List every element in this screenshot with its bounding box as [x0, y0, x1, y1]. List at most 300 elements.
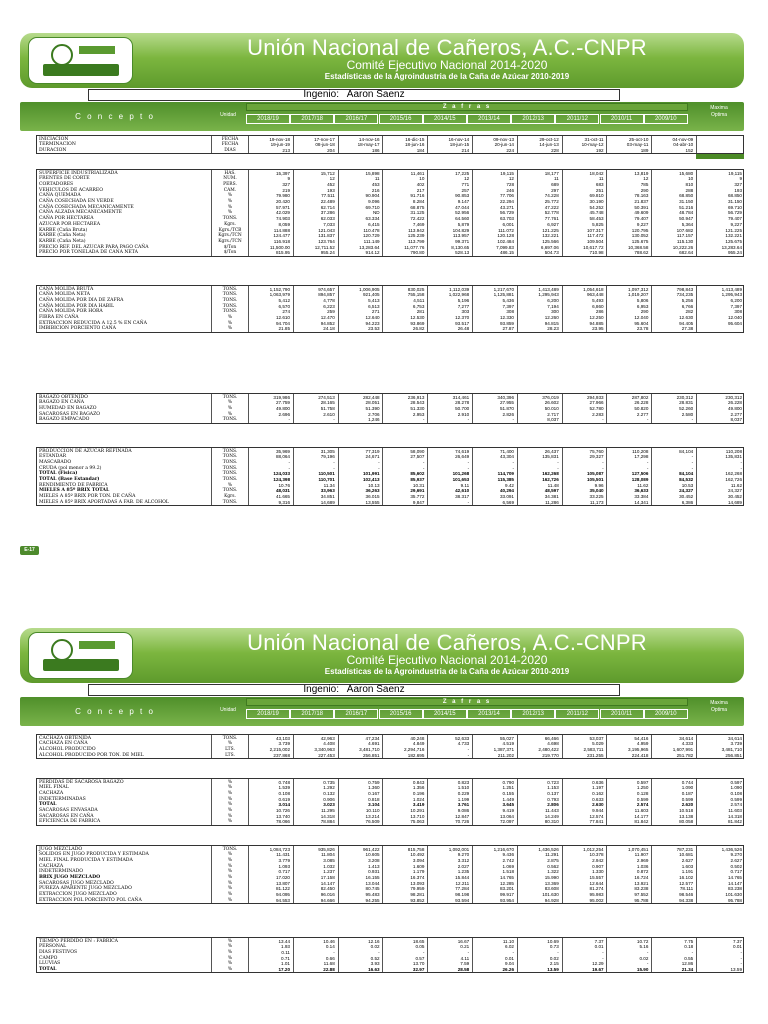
value-cell: 99.371 — [455, 238, 470, 244]
value-cell: 11.34 — [323, 482, 335, 488]
maxima-cell: - — [740, 465, 742, 471]
value-cell: 281 — [416, 309, 425, 315]
value-cell: 0.636 — [592, 779, 604, 785]
maxima-cell: 3.739 — [730, 741, 742, 747]
value-cell: 10.605 — [365, 852, 380, 858]
value-cell: 9.96 — [594, 482, 604, 488]
value-cell: 3.739 — [278, 741, 290, 747]
row-unit: TONS. — [222, 394, 238, 400]
year-header: 2017/18 — [290, 114, 334, 124]
value-cell: - — [646, 459, 649, 465]
value-cell: 114.888 — [273, 227, 290, 233]
value-cell: 94.338 — [679, 897, 694, 903]
value-cell: - — [467, 752, 470, 758]
value-cell: 101,268 — [452, 471, 470, 477]
table-section — [36, 778, 744, 826]
value-cell: 125.675 — [631, 238, 649, 244]
value-cell: 125.239 — [407, 233, 425, 239]
header-subtitle: Comité Ejecutivo Nacional 2014-2020 — [346, 653, 548, 667]
value-cell: 1.032 — [323, 863, 335, 869]
header-banner — [20, 33, 744, 88]
value-cell: 102.484 — [497, 238, 514, 244]
maxima-cell: 308 — [734, 309, 742, 315]
value-cell: 921,405 — [362, 292, 380, 298]
value-cell: 51.758 — [320, 405, 335, 411]
value-cell: 0.759 — [368, 779, 380, 785]
value-cell: 186 — [371, 147, 380, 153]
value-cell: 10,368.58 — [627, 244, 649, 250]
value-cell: 1.539 — [278, 785, 290, 791]
value-cell: 12.86 — [681, 961, 694, 967]
value-cell: 15.990 — [544, 875, 559, 880]
value-cell: 111.149 — [363, 238, 380, 244]
value-cell: 231.255 — [586, 752, 604, 758]
value-cell: 9.270 — [457, 852, 470, 858]
value-cell: 104.829 — [452, 227, 470, 233]
value-cell: 111.072 — [498, 227, 514, 233]
row-unit: Kgrs. — [224, 221, 236, 227]
value-cell: 117.472 — [587, 233, 604, 239]
value-cell: 11.431 — [276, 852, 290, 858]
value-cell: 42,963 — [320, 735, 335, 741]
value-cell: - — [467, 465, 470, 471]
value-cell: - — [422, 417, 425, 423]
value-cell: 228 — [551, 147, 559, 153]
value-cell: 453 — [371, 181, 380, 187]
ingenio-label: Ingenio: Aaron Saenz — [88, 684, 620, 696]
value-cell: 94.885 — [589, 320, 604, 326]
value-cell: 0.735 — [323, 779, 335, 785]
value-cell: 1,097,312 — [627, 286, 649, 292]
maxima-cell: 11.603 — [728, 808, 742, 813]
maxima-cell: - — [740, 459, 742, 465]
value-cell: 13.740 — [275, 813, 290, 819]
value-cell: 1.01 — [281, 961, 290, 967]
value-cell: 80.310 — [544, 819, 559, 825]
value-cell: 109.504 — [586, 238, 604, 244]
value-cell: - — [557, 459, 559, 465]
row-label: TOTAL — [39, 802, 57, 808]
year-header: 2017/18 — [290, 709, 334, 719]
maxima-cell: 7.37 — [733, 938, 742, 944]
value-cell: 288 — [685, 187, 694, 193]
row-label: CAÑA COSECHADA EN VERDE — [39, 199, 114, 204]
value-cell: 78.163 — [634, 193, 649, 199]
value-cell: 13.710 — [410, 813, 425, 819]
value-cell: - — [467, 499, 470, 505]
value-cell: - — [691, 459, 694, 465]
value-cell: 23.53 — [368, 326, 380, 332]
value-cell: - — [646, 465, 649, 471]
value-cell: 1,054,618 — [583, 286, 604, 292]
value-cell: 19-jun-19 — [270, 142, 290, 148]
value-cell: - — [646, 417, 649, 423]
value-cell: - — [646, 949, 649, 955]
value-cell: 130.052 — [631, 233, 649, 239]
value-cell: 98.281 — [410, 892, 425, 898]
value-cell: 101,653 — [452, 477, 470, 482]
value-cell: 682.64 — [679, 250, 694, 256]
value-cell: 52.780 — [589, 405, 604, 411]
value-cell: - — [691, 417, 694, 423]
row-unit: % — [227, 315, 233, 320]
value-cell: 95.002 — [589, 897, 604, 903]
maxima-cell: 1,436,526 — [721, 846, 742, 852]
value-cell: 8.284 — [412, 199, 425, 204]
value-cell: 42.029 — [275, 210, 290, 216]
value-cell: 0.907 — [592, 863, 604, 869]
value-cell: 10,222.26 — [672, 244, 694, 250]
row-label: CAÑA MOLIDA POR DIA HABIL — [39, 303, 115, 309]
value-cell: 80.058 — [679, 819, 694, 825]
value-cell: 83.608 — [544, 886, 559, 892]
value-cell: 33.225 — [589, 494, 604, 500]
value-cell: 16.724 — [634, 875, 649, 880]
value-cell: 0.167 — [368, 790, 380, 796]
value-cell: 9.11 — [460, 482, 470, 488]
value-cell: 4.733 — [457, 741, 470, 747]
row-unit: FECHA — [221, 136, 239, 142]
maxima-cell: 121.225 — [725, 227, 742, 233]
value-cell: 10.681 — [679, 852, 694, 858]
value-cell: 96.016 — [320, 892, 335, 898]
value-cell: 93.517 — [455, 320, 470, 326]
value-cell: 11.68 — [323, 961, 335, 967]
value-cell: 94.704 — [275, 320, 290, 326]
table-row — [37, 898, 743, 904]
value-cell: 4.691 — [368, 741, 380, 747]
value-cell: 26.26 — [502, 967, 514, 972]
row-label: EXTRACCION JUGO MEZCLADO — [39, 892, 117, 898]
row-label: TERMINACION — [39, 142, 76, 148]
value-cell: 90.853 — [455, 193, 470, 199]
value-cell: 7.75 — [684, 938, 694, 944]
value-cell: 0.790 — [502, 779, 514, 785]
value-cell: 788.62 — [634, 250, 649, 256]
value-cell: 105,087 — [586, 471, 604, 477]
row-label: SOLIDOS EN JUGO PRODUCIDA Y ESTIMADA — [39, 852, 149, 858]
table-section — [36, 937, 744, 973]
value-cell: 79.407 — [634, 216, 649, 222]
value-cell: - — [512, 949, 514, 955]
value-cell: 101,991 — [362, 471, 380, 477]
maxima-cell: 2.277 — [730, 411, 742, 417]
row-label: BAGAZO EN CAÑA — [39, 400, 85, 406]
value-cell: 9 — [287, 176, 290, 182]
value-cell: 11.62 — [637, 482, 649, 488]
value-cell: 2.574 — [636, 802, 649, 808]
value-cell: 35,040 — [589, 488, 604, 494]
maxima-cell: 0.597 — [730, 779, 742, 785]
value-cell: 12,711.52 — [314, 244, 335, 250]
value-cell: 5,825 — [592, 221, 604, 227]
value-cell: 0.128 — [636, 790, 649, 796]
value-cell: 9.096 — [368, 199, 380, 204]
value-cell: 3.094 — [412, 857, 425, 863]
value-cell: 12.330 — [499, 315, 514, 320]
maxima-cell: 230,312 — [725, 394, 742, 400]
row-label: EFICIENCIA DE FABRICA — [39, 819, 101, 825]
value-cell: 0.723 — [547, 779, 559, 785]
value-cell: 0.18 — [684, 944, 694, 950]
value-cell: 81.122 — [275, 886, 290, 892]
value-cell: 47.222 — [544, 204, 559, 210]
value-cell: 0.73 — [549, 944, 559, 950]
row-unit: % — [227, 411, 233, 417]
value-cell: 0.597 — [636, 779, 649, 785]
value-cell: 71,400 — [499, 448, 514, 454]
value-cell: 50.820 — [634, 405, 649, 411]
row-label: PRECIO REF. DEL AZUCAR PARA PAGO CAÑA — [39, 244, 149, 250]
value-cell: 58.453 — [589, 216, 604, 222]
row-unit: % — [227, 967, 233, 972]
value-cell: 2,583,711 — [583, 746, 604, 752]
value-cell: 0.599 — [636, 796, 649, 802]
value-cell: - — [333, 417, 335, 423]
value-cell: 1,070,451 — [627, 846, 649, 852]
row-label: KARBE (Caña Bruta) — [39, 227, 88, 233]
value-cell: 219.770 — [542, 752, 559, 758]
value-cell: 5,413 — [368, 297, 380, 303]
value-cell: 1,006,905 — [359, 286, 380, 292]
maxima-cell: 14,689 — [727, 499, 742, 505]
row-label: FIBRA EN CAÑA — [39, 315, 79, 320]
value-cell: 246 — [506, 187, 514, 193]
maxima-cell: 12.040 — [727, 315, 742, 320]
value-cell: - — [422, 465, 425, 471]
value-cell: 76.509 — [365, 819, 380, 825]
value-cell: 3.014 — [278, 802, 290, 808]
row-unit: TONS. — [222, 465, 238, 471]
value-cell: 10.291 — [410, 808, 425, 813]
value-cell: 689 — [551, 181, 559, 187]
row-unit: TONS. — [222, 499, 238, 505]
value-cell: 1.237 — [323, 869, 335, 875]
value-cell: 20.420 — [275, 199, 290, 204]
row-label: ESTANDAR — [39, 454, 67, 460]
value-cell: 80.745 — [365, 886, 380, 892]
row-unit: TONS. — [222, 309, 238, 315]
row-label: RENDIMIENTO DE FABRICA — [39, 482, 108, 488]
value-cell: 48,031 — [275, 488, 290, 494]
ingenio-label: Ingenio: Aaron Saenz — [88, 89, 620, 101]
value-cell: 7.37 — [594, 938, 604, 944]
value-cell: 13.70 — [412, 961, 425, 967]
maxima-cell: 81.842 — [727, 819, 742, 825]
value-cell: 452 — [327, 181, 335, 187]
row-label: LLUVIAS — [39, 961, 61, 967]
zafras-header: Z a f r a s — [246, 698, 688, 706]
value-cell: 7,194 — [547, 303, 559, 309]
value-cell: 90.904 — [365, 193, 380, 199]
year-header: 2011/12 — [555, 114, 599, 124]
value-cell: 4.849 — [412, 741, 425, 747]
value-cell: 0.793 — [547, 796, 559, 802]
value-cell: 1,063,979 — [269, 292, 290, 298]
value-cell: 68.875 — [410, 204, 425, 210]
value-cell: 91.716 — [410, 193, 425, 199]
maxima-cell: 68.850 — [727, 193, 742, 199]
value-cell: 13,283.64 — [359, 244, 380, 250]
row-unit: % — [227, 892, 233, 898]
row-unit: Kgrs./TCN — [218, 238, 242, 244]
value-cell: 54.252 — [589, 204, 604, 210]
row-unit: TONS. — [222, 303, 238, 309]
row-unit: TONS. — [222, 454, 238, 460]
row-label: TIEMPO PERDIDO EN : FABRICA — [39, 938, 118, 944]
header-subtitle2: Estadísticas de la Agroindustria de la Caña de Azúcar 2010-2019 — [324, 667, 570, 676]
value-cell: 35,969 — [275, 448, 290, 454]
value-cell: 95.983 — [589, 892, 604, 898]
value-cell: 09-nov-13 — [493, 136, 514, 142]
value-cell: 0.872 — [636, 869, 649, 875]
table-section — [36, 734, 744, 759]
value-cell: 12.211 — [455, 880, 470, 886]
value-cell: 0.66 — [325, 955, 335, 961]
value-cell: 9,227 — [636, 221, 649, 227]
value-cell: 9.944 — [592, 808, 604, 813]
row-label: SACAROSAS EN CAÑA — [39, 813, 94, 819]
row-label: CAÑA MOLIDA POR DIA DE ZAFRA — [39, 297, 124, 303]
value-cell: 11.907 — [634, 852, 649, 858]
value-cell: - — [602, 949, 604, 955]
year-header: 2016/17 — [334, 709, 378, 719]
value-cell: 1,607,991 — [672, 746, 694, 752]
value-cell: 49.609 — [634, 210, 649, 216]
value-cell: 3.645 — [502, 802, 514, 808]
value-cell: 13.921 — [634, 880, 649, 886]
value-cell: 0.162 — [592, 790, 604, 796]
value-cell: 125.566 — [542, 238, 559, 244]
value-cell: 5,879 — [457, 221, 470, 227]
row-unit: LTS. — [225, 752, 235, 758]
value-cell: 4,511 — [413, 297, 425, 303]
value-cell: 1.090 — [681, 785, 694, 791]
row-label: IMBIBICION PORCIENTO CAÑA — [39, 326, 116, 332]
value-cell: 97.552 — [634, 892, 649, 898]
concepto-header: C o n c e p t o — [75, 707, 155, 716]
value-cell: 79.980 — [275, 193, 290, 199]
maxima-cell: 327 — [734, 181, 742, 187]
value-cell: 236,913 — [407, 394, 425, 400]
value-cell: 32.97 — [412, 967, 425, 972]
value-cell: 55,027 — [499, 735, 514, 741]
value-cell: 26.82 — [412, 326, 425, 332]
maxima-cell: 34,614 — [727, 735, 742, 741]
value-cell: 113.799 — [408, 238, 425, 244]
value-cell: 52.260 — [679, 405, 694, 411]
row-label: CAÑA ALZADA MECANICAMENTE — [39, 210, 123, 216]
value-cell: 771 — [461, 181, 470, 187]
value-cell: 4.698 — [547, 741, 559, 747]
value-cell: 790.80 — [410, 250, 425, 256]
row-label: CAÑA MOLIDA NETA — [39, 292, 90, 298]
value-cell: 15.557 — [589, 875, 604, 880]
row-unit: TONS. — [222, 471, 238, 477]
value-cell: 162,268 — [542, 471, 559, 477]
value-cell: 12.577 — [679, 880, 694, 886]
value-cell: 36.015 — [365, 494, 380, 500]
value-cell: 193 — [327, 187, 335, 193]
value-cell: 12.640 — [365, 315, 380, 320]
row-unit: Kgrs./TCN — [218, 233, 242, 239]
value-cell: 14-nov-16 — [358, 136, 380, 142]
row-label: CAMPO — [39, 955, 58, 961]
value-cell: 128,089 — [631, 477, 649, 482]
value-cell: 297 — [551, 187, 559, 193]
value-cell: 105,501 — [586, 477, 604, 482]
value-cell: 0.52 — [370, 955, 380, 961]
value-cell: 5,256 — [681, 297, 694, 303]
value-cell: 50.010 — [544, 405, 559, 411]
value-cell: 6,001 — [502, 221, 514, 227]
value-cell: 12.29 — [592, 961, 604, 967]
value-cell: 93.869 — [410, 320, 425, 326]
value-cell: 2.15 — [549, 961, 559, 967]
value-cell: 0.14 — [325, 944, 335, 950]
value-cell: 26.602 — [544, 400, 559, 406]
value-cell: 72.097 — [499, 819, 514, 825]
row-unit: % — [227, 808, 233, 813]
value-cell: 271 — [371, 309, 380, 315]
value-cell: 0.633 — [592, 796, 604, 802]
row-label: FRENTES DE CORTE — [39, 176, 90, 182]
value-cell: 110,208 — [632, 448, 649, 454]
value-cell: 0.155 — [502, 790, 514, 796]
value-cell: 23.78 — [636, 326, 649, 332]
row-label: VEHICULOS DE ACARREO — [39, 187, 103, 193]
value-cell: 24.18 — [323, 326, 335, 332]
header-title: Unión Nacional de Cañeros, A.C.-CNPR — [247, 35, 647, 60]
maxima-cell: 30.452 — [727, 494, 742, 500]
value-cell: 9.147 — [457, 199, 470, 204]
maxima-cell: 13,283.64 — [721, 244, 742, 250]
value-cell: 1,295,943 — [538, 292, 559, 298]
value-cell: 0.619 — [278, 796, 290, 802]
value-cell: 31.150 — [679, 199, 694, 204]
maxima-cell: 101.630 — [725, 892, 742, 898]
value-cell: 1.197 — [592, 785, 604, 791]
value-cell: 123.764 — [318, 238, 335, 244]
value-cell: 115.130 — [676, 238, 694, 244]
value-cell: 21.34 — [681, 967, 694, 972]
year-header: 2010/11 — [600, 114, 644, 124]
value-cell: 5,196 — [457, 297, 470, 303]
value-cell: 27,507 — [410, 454, 425, 460]
value-cell: 10,617.72 — [583, 244, 604, 250]
value-cell: 63.703 — [499, 216, 514, 222]
value-cell: 0.187 — [681, 790, 694, 796]
value-cell: 9.086 — [457, 808, 470, 813]
value-cell: 3.208 — [368, 857, 380, 863]
value-cell: 8,037 — [547, 417, 559, 423]
value-cell: 9,316 — [278, 499, 290, 505]
maxima-cell: 0.502 — [730, 863, 742, 869]
value-cell: - — [467, 949, 470, 955]
value-cell: 402 — [416, 181, 425, 187]
year-header: 2014/15 — [423, 114, 467, 124]
value-cell: 31-oct-11 — [584, 136, 604, 142]
year-header: 2014/15 — [423, 709, 467, 719]
maxima-cell: 6,200 — [730, 297, 742, 303]
maxima-cell: 83.238 — [727, 886, 742, 892]
value-cell: 135,831 — [542, 454, 559, 460]
row-label: INDETERMINADO — [39, 869, 84, 875]
table-section — [36, 285, 744, 333]
value-cell: 1.356 — [412, 785, 425, 791]
value-cell: 0.21 — [460, 944, 470, 950]
maxima-cell: 0.717 — [730, 869, 742, 875]
